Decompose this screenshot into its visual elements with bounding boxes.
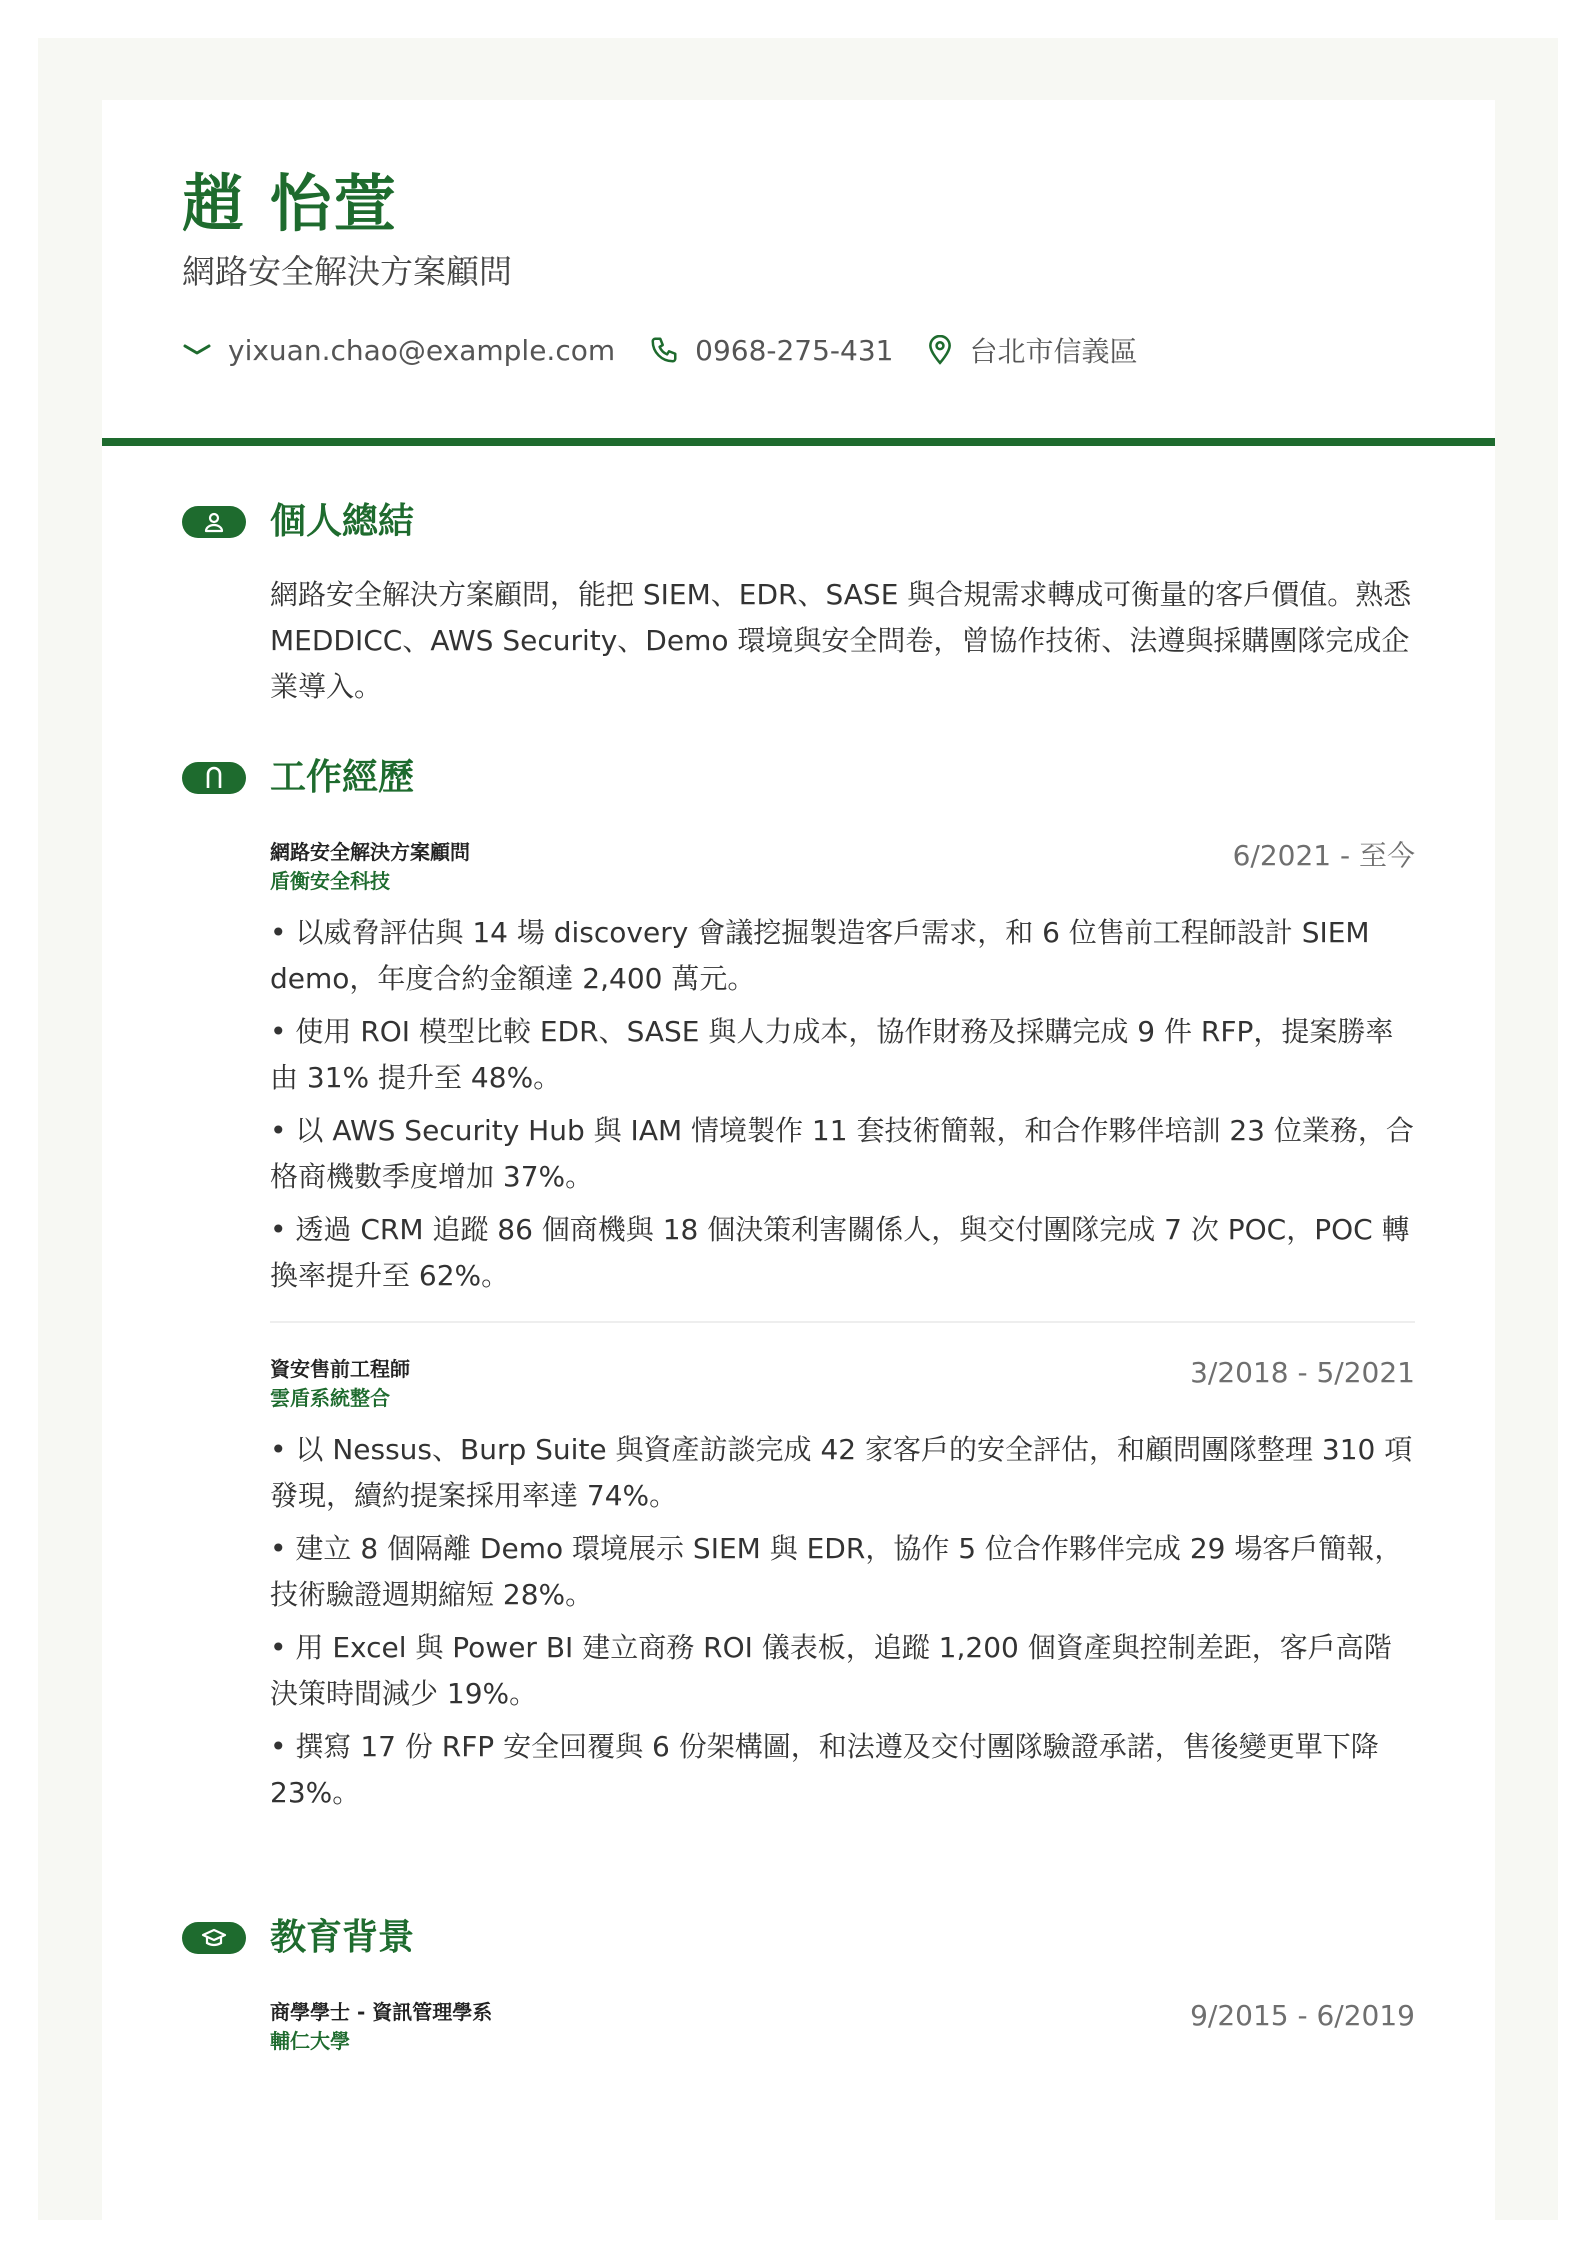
contact-location — [927, 330, 1137, 370]
location-pin-icon — [927, 335, 953, 365]
graduation-cap-icon — [182, 1922, 246, 1954]
job-dates: 6/2021 - 至今 — [1232, 839, 1415, 872]
experience-list — [270, 838, 1415, 1823]
phone-icon — [649, 335, 679, 365]
resume-page — [102, 100, 1495, 2246]
bullet-item: • 以 Nessus、Burp Suite 與資產訪談完成 42 家客戶的安全評估，和顧問團隊整理 310 項發現，續約提案採用率達 74%。 — [270, 1433, 1413, 1512]
degree: 商學學士 - 資訊管理學系 — [270, 2000, 493, 2024]
candidate-name: 趙 怡萱 — [182, 167, 398, 240]
section-experience-heading — [182, 757, 415, 798]
education-list — [270, 1998, 1415, 2056]
job-entry — [270, 1355, 1415, 1816]
entry-divider — [270, 1321, 1415, 1323]
school: 輔仁大學 — [270, 2029, 350, 2053]
email-text: yixuan.chao@example.com — [228, 333, 616, 367]
phone-text: 0968-275-431 — [695, 333, 894, 367]
education-dates: 9/2015 - 6/2019 — [1190, 1999, 1415, 2032]
job-company: 盾衡安全科技 — [270, 869, 390, 893]
summary-text: 網路安全解決方案顧問，能把 SIEM、EDR、SASE 與合規需求轉成可衡量的客戶價值。熟悉 MEDDICC、AWS Security、Demo 環境與安全問卷，曾協作技術、法遵與採購團隊完成企業導入。 — [270, 578, 1412, 703]
bullet-item: • 建立 8 個隔離 Demo 環境展示 SIEM 與 EDR，協作 5 位合作夥伴完成 29 場客戶簡報，技術驗證週期縮短 28%。 — [270, 1532, 1403, 1611]
bullet-item: • 使用 ROI 模型比較 EDR、SASE 與人力成本，協作財務及採購完成 9 件 RFP，提案勝率由 31% 提升至 48%。 — [270, 1015, 1394, 1094]
location-text: 台北市信義區 — [969, 335, 1138, 368]
bullet-item: • 透過 CRM 追蹤 86 個商機與 18 個決策利害關係人，與交付團隊完成 7 次 POC，POC 轉換率提升至 62%。 — [270, 1213, 1410, 1292]
section-summary-heading — [182, 501, 415, 542]
job-bullets — [270, 910, 1415, 1299]
job-company: 雲盾系統整合 — [270, 1386, 390, 1410]
briefcase-icon — [182, 762, 246, 794]
summary-title: 個人總結 — [270, 501, 415, 542]
bullet-item: • 用 Excel 與 Power BI 建立商務 ROI 儀表板，追蹤 1,200 個資產與控制差距，客戶高階決策時間減少 19%。 — [270, 1631, 1392, 1710]
job-bullets — [270, 1427, 1415, 1816]
job-role: 網路安全解決方案顧問 — [270, 840, 470, 864]
bullet-item: • 以 AWS Security Hub 與 IAM 情境製作 11 套技術簡報，和合作夥伴培訓 23 位業務，合格商機數季度增加 37%。 — [270, 1114, 1414, 1193]
job-dates: 3/2018 - 5/2021 — [1190, 1356, 1415, 1389]
education-entry — [270, 1998, 1415, 2056]
contact-email[interactable] — [182, 334, 615, 367]
job-role: 資安售前工程師 — [270, 1357, 410, 1381]
job-entry — [270, 838, 1415, 1299]
experience-title: 工作經歷 — [270, 757, 415, 798]
bullet-item: • 撰寫 17 份 RFP 安全回覆與 6 份架構圖，和法遵及交付團隊驗證承諾，售後變更單下降 23%。 — [270, 1730, 1379, 1809]
contact-phone[interactable] — [649, 334, 893, 367]
section-education-heading — [182, 1917, 415, 1958]
contact-bar — [182, 330, 1138, 370]
person-icon — [182, 506, 246, 538]
bullet-item: • 以威脅評估與 14 場 discovery 會議挖掘製造客戶需求，和 6 位售前工程師設計 SIEM demo，年度合約金額達 2,400 萬元。 — [270, 916, 1370, 995]
header-divider — [102, 438, 1495, 446]
education-title: 教育背景 — [270, 1917, 415, 1958]
mail-icon — [182, 340, 212, 360]
candidate-title: 網路安全解決方案顧問 — [182, 252, 512, 291]
